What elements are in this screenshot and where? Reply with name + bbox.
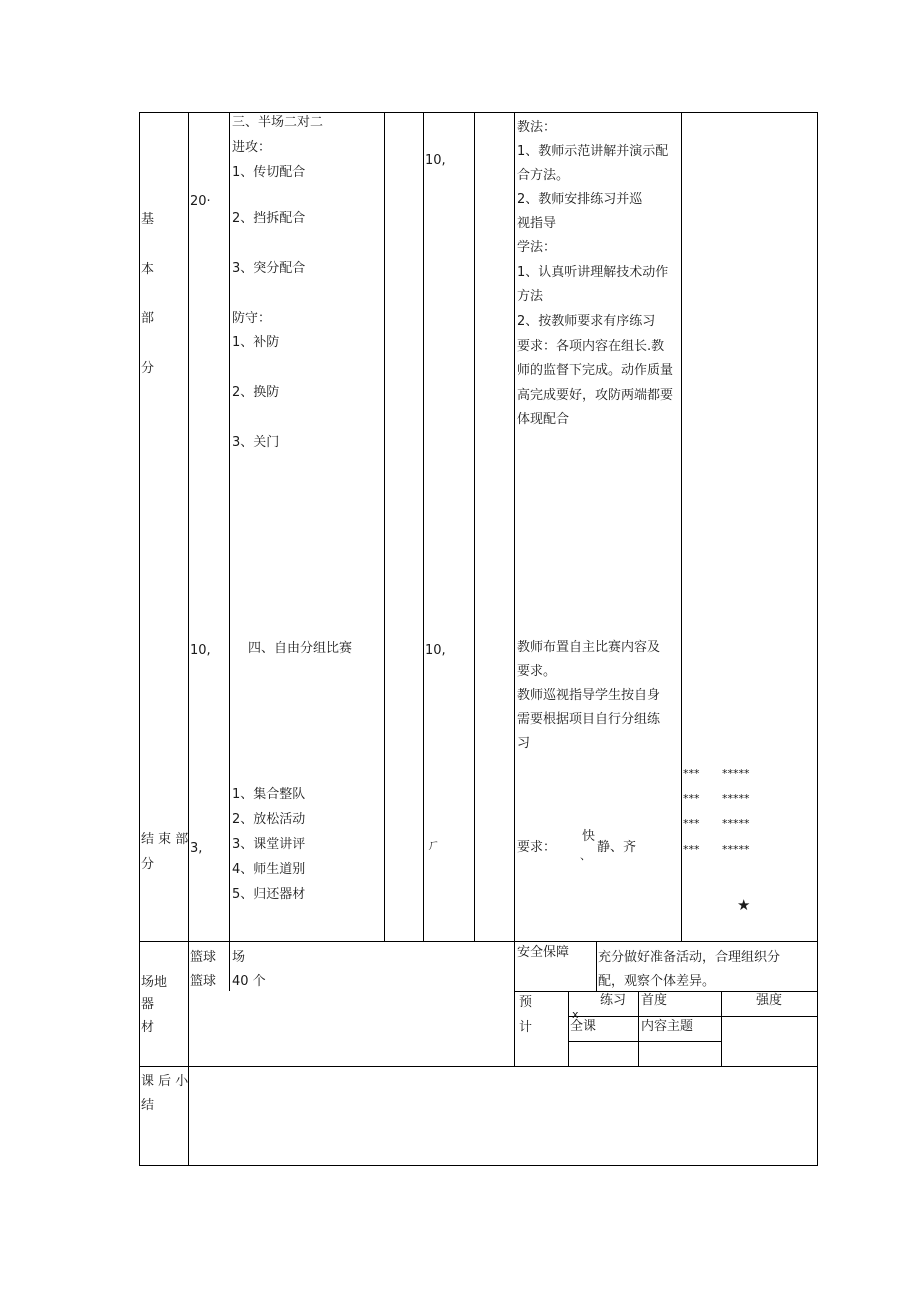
time-basic-1: 20· <box>190 194 211 209</box>
time-basic-2: 10, <box>190 643 211 658</box>
teacher-star-icon: ★ <box>737 896 751 914</box>
time-ending: 3, <box>190 841 203 856</box>
count-basic-1: 10, <box>425 153 446 168</box>
count-ending: ㄏ <box>427 838 441 853</box>
count-basic-2: 10, <box>425 643 446 658</box>
content-free-match: 四、自由分组比赛 <box>248 641 353 656</box>
